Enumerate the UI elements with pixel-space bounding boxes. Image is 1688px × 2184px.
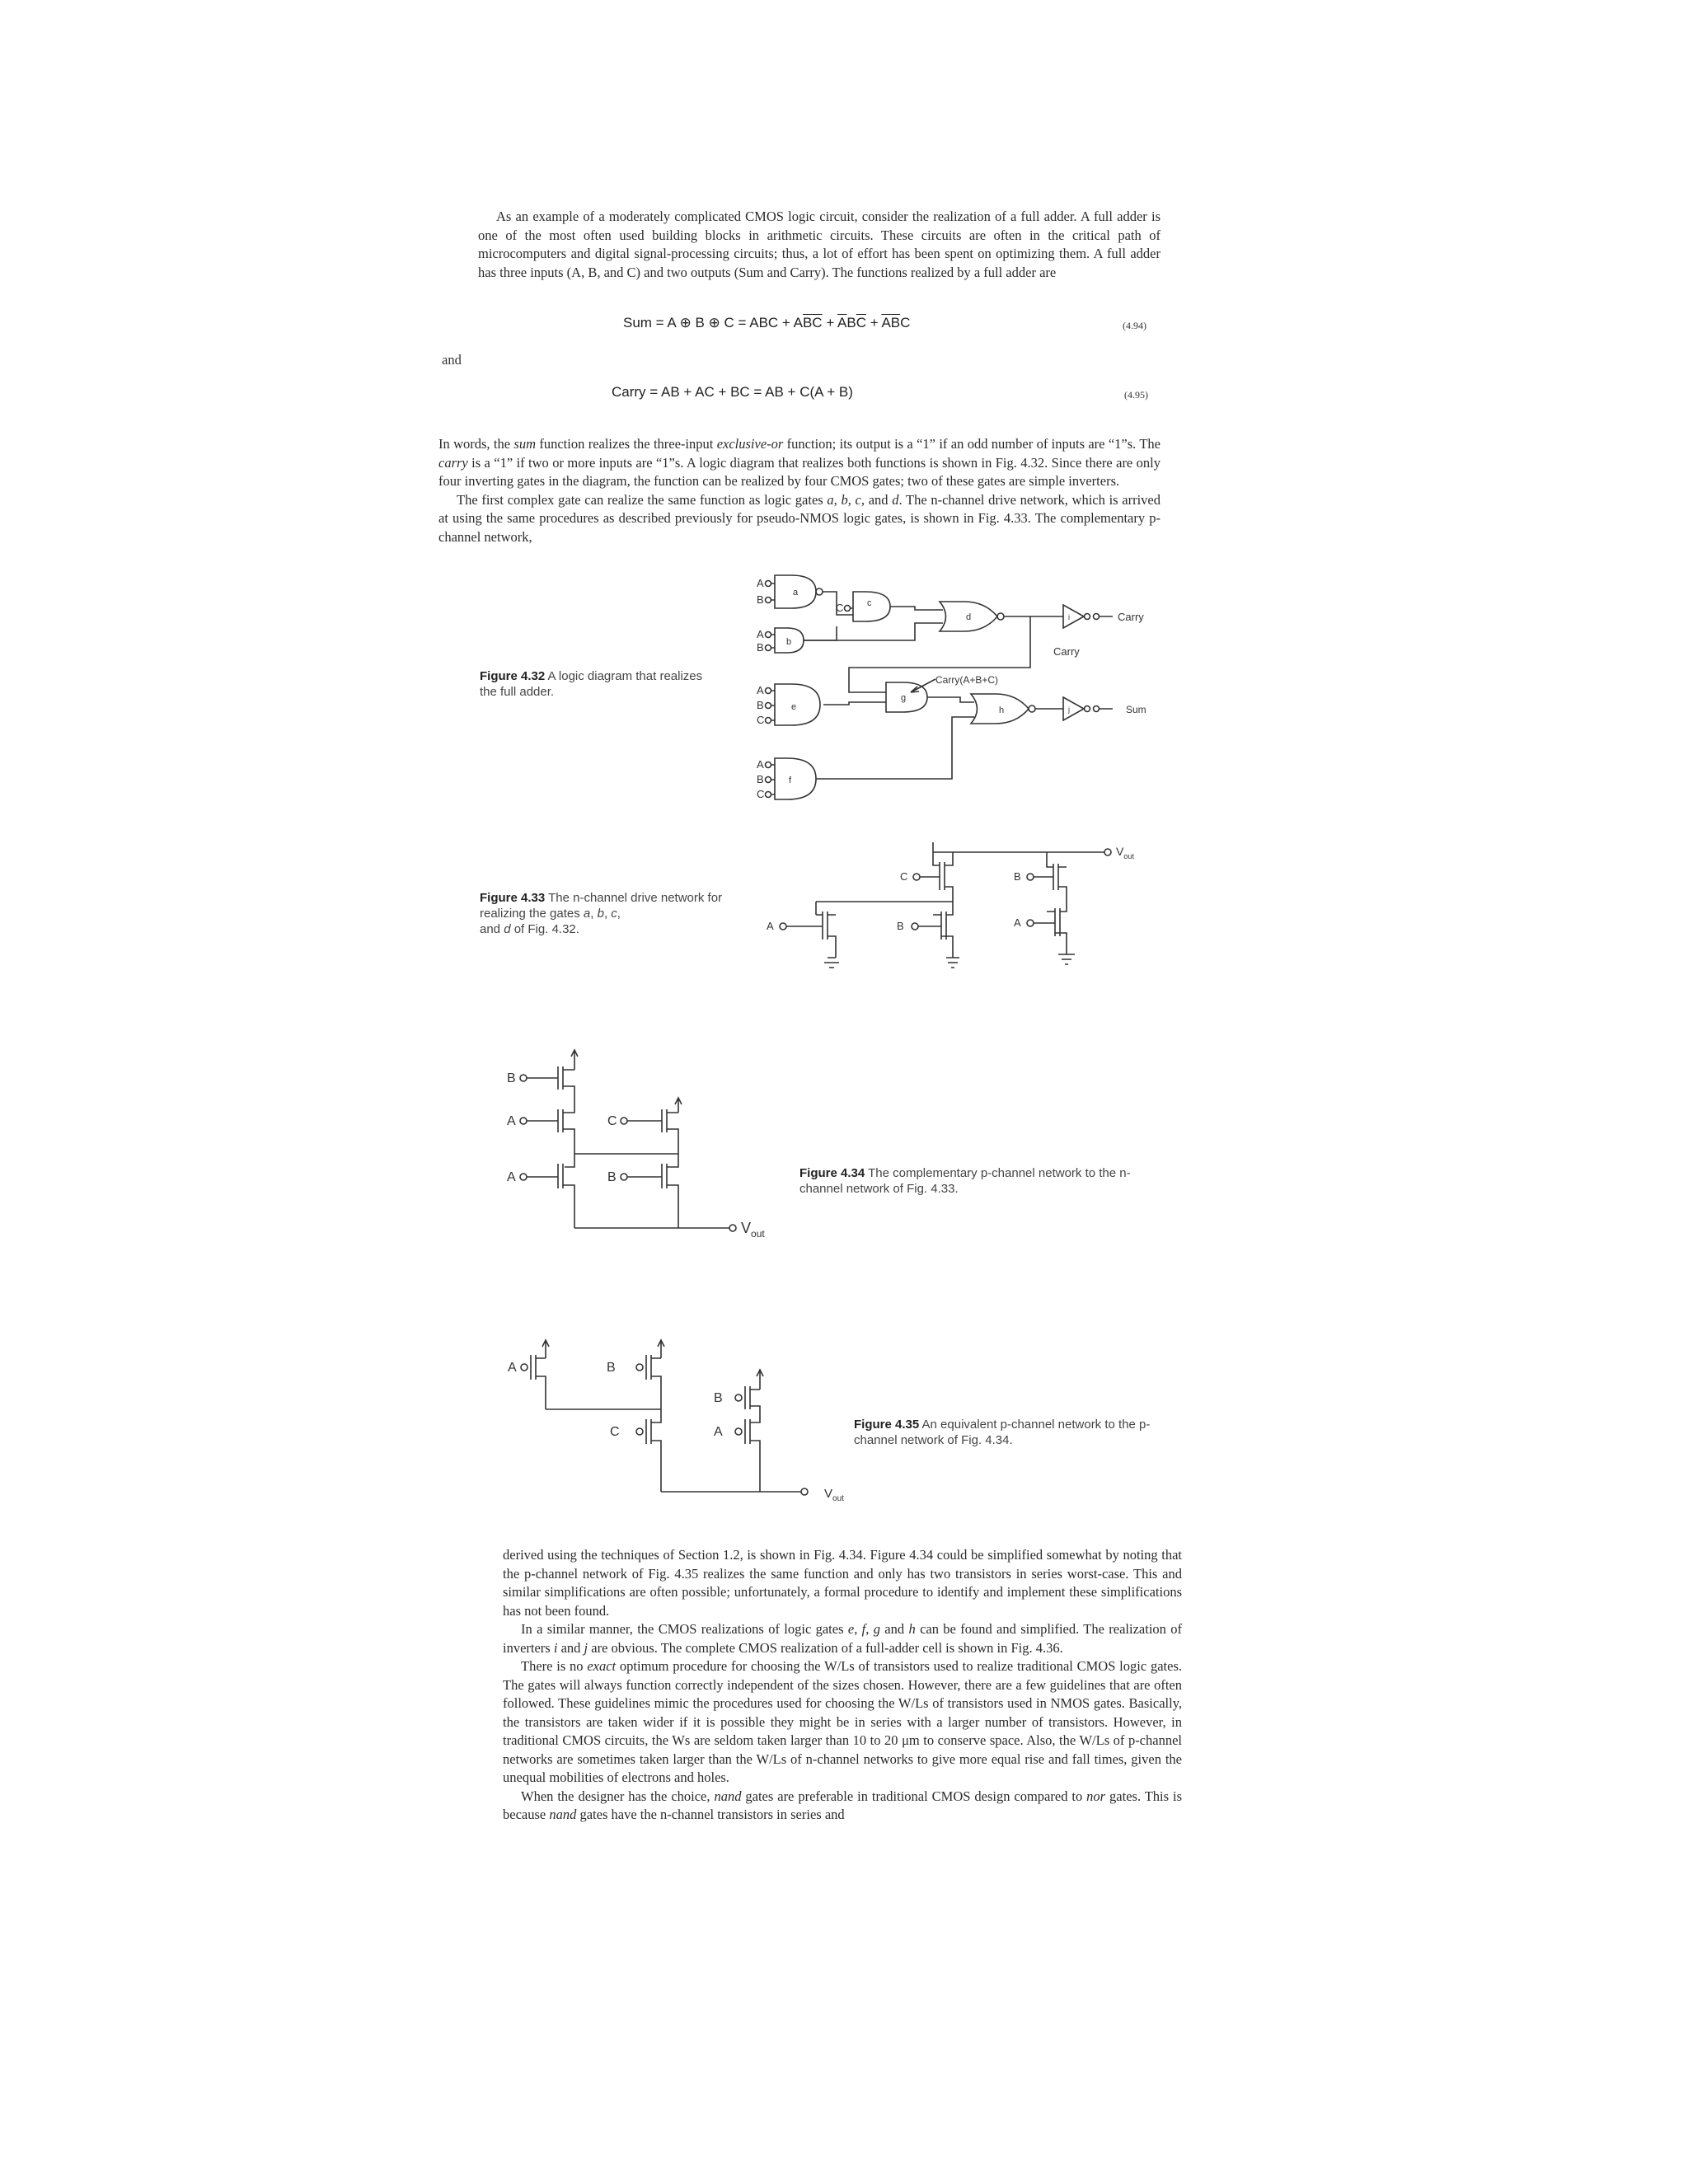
svg-text:B: B	[757, 699, 764, 711]
figure-4-33-caption: Figure 4.33 The n-channel drive network for realizing the gates a, b, c, and d of Fig. 4.32.	[480, 891, 723, 936]
svg-text:B: B	[757, 593, 764, 606]
figure-4-32-logic-diagram	[750, 569, 1179, 824]
eq-sum-part: $\overline{BC}$	[802, 315, 823, 330]
para6-text: There is no exact optimum procedure for choosing the W/Ls of transistors used to realize traditional CMOS logic gates. The gates will always function correctly independent of the sizes chosen. However, there are a few guidelines that are often followed. These guidelines mimic the procedures used for choosing the W/Ls of transistors used in NMOS gates. Basically, the transistors are taken wider if it is possible they might be in series with a larger number of transistors. However, in traditional CMOS circuits, the Ws are seldom taken larger than 10 to 20 μm to conserve space. Also, the W/Ls of p-channel networks are sometimes taken larger than the W/Ls of n-channel networks to give more equal rise and fall times, given the unequal mobilities of electrons and holes.	[503, 1658, 1182, 1785]
svg-text:C: C	[900, 870, 908, 883]
inverter-j	[1063, 697, 1084, 720]
svg-text:C: C	[757, 714, 765, 726]
svg-text:A: A	[507, 1114, 516, 1128]
svg-text:A: A	[714, 1425, 723, 1439]
svg-text:C: C	[610, 1425, 620, 1439]
vout-label: $V_{out}$	[824, 1487, 844, 1503]
figure-4-34-caption: Figure 4.34 The complementary p-channel network to the n-channel network of Fig. 4.33.	[799, 1166, 1131, 1196]
para2-text: In words, the sum function realizes the three-input exclusive-or function; its output is a “1” if an odd number of inputs are “1”s. The carry is a “1” if two or more inputs are “1”s. A logic diagram that realizes both functions is shown in Fig. 4.32. Since there are only four inverting gates in the diagram, the function can be realized by four CMOS gates; two of these gates are simple inverters.	[438, 436, 1160, 489]
svg-text:Carry: Carry	[1053, 645, 1080, 658]
svg-text:B: B	[507, 1071, 516, 1085]
svg-text:B: B	[1014, 870, 1021, 883]
bubble-icon	[1029, 705, 1035, 712]
ground-icon	[1058, 954, 1075, 964]
svg-text:B: B	[897, 920, 904, 932]
gate-c	[853, 592, 890, 621]
svg-text:B: B	[757, 773, 764, 785]
paragraph-intro	[478, 208, 1160, 282]
bubble-icon	[997, 613, 1004, 620]
figure-4-33-nchannel-network	[742, 842, 1134, 1007]
svg-text:f: f	[789, 776, 792, 785]
svg-text:B: B	[607, 1361, 616, 1375]
figure-4-35-caption: Figure 4.35 An equivalent p-channel network to the p-channel network of Fig. 4.34.	[854, 1418, 1151, 1447]
supply-arrow-icon	[571, 1050, 578, 1070]
output-terminal-icon	[1104, 849, 1111, 855]
para5-text: In a similar manner, the CMOS realizations of logic gates e, f, g and h can be found and simplified. The realization of inverters i and j are obvious. The complete CMOS realization of a full-adder cell is shown in Fig. 4.36.	[503, 1621, 1183, 1656]
svg-text:B: B	[607, 1170, 617, 1184]
gate-f	[775, 758, 816, 799]
supply-arrow-icon	[675, 1098, 682, 1113]
vout-label: $V_{out}$	[1116, 845, 1134, 860]
eq-sum-part: C	[900, 315, 911, 330]
input-terminal-icon	[913, 874, 920, 880]
supply-arrow-icon	[658, 1340, 664, 1358]
svg-text:A: A	[757, 577, 764, 589]
svg-text:A: A	[757, 758, 764, 771]
and-word: and	[442, 352, 462, 368]
eq-sum-part: $\overline{C}$	[856, 315, 866, 330]
svg-text:A: A	[507, 1170, 516, 1184]
svg-text:h: h	[999, 705, 1005, 715]
figure-4-34-pchannel-network	[499, 1055, 779, 1261]
svg-text:e: e	[791, 702, 797, 712]
gate-e	[775, 684, 820, 725]
svg-text:A: A	[757, 628, 764, 640]
intro-text: As an example of a moderately complicated CMOS logic circuit, consider the realization of a full adder. A full adder is one of the most often used building blocks in arithmetic circuits. These circuits are often in the critical path of microcomputers and digital signal-processing circuits; thus, a lot of effort has been spent on optimizing them. A full adder has three inputs (A, B, and C) and two outputs (Sum and Carry). The functions realized by a full adder are	[478, 209, 1160, 280]
output-terminal-icon	[729, 1225, 736, 1231]
paragraph-body-bottom	[503, 1546, 1182, 1825]
paragraph-functions	[438, 435, 1160, 546]
eq-sum-part: $\overline{AB}$	[881, 315, 901, 330]
svg-text:C: C	[757, 788, 765, 800]
svg-text:C: C	[836, 602, 844, 614]
eq-sum-part: +	[822, 315, 838, 330]
eq-sum-part: +	[866, 315, 882, 330]
eq-sum-part: B	[846, 315, 856, 330]
svg-text:Carry(A+B+C): Carry(A+B+C)	[935, 674, 999, 686]
svg-text:j: j	[1068, 705, 1070, 714]
para7-text: When the designer has the choice, nand gates are preferable in traditional CMOS design compared to nor gates. This is because nand gates have the n-channel transistors in series and	[503, 1788, 1182, 1822]
figure-4-35-equivalent-pchannel-network	[495, 1343, 857, 1508]
eq-sum-part: Sum = A ⊕ B ⊕ C = ABC + A	[623, 315, 803, 330]
svg-text:g: g	[901, 693, 907, 703]
svg-text:c: c	[867, 598, 872, 608]
svg-text:A: A	[1014, 916, 1021, 929]
ground-icon	[824, 958, 839, 968]
svg-text:A: A	[767, 920, 774, 932]
inverter-i	[1063, 605, 1084, 628]
equation-number-4-95: (4.95)	[1124, 389, 1148, 401]
svg-text:Sum: Sum	[1126, 704, 1146, 715]
svg-text:d: d	[966, 612, 972, 622]
svg-text:B: B	[757, 641, 764, 654]
supply-arrow-icon	[542, 1340, 549, 1358]
svg-text:Carry: Carry	[1118, 611, 1144, 623]
equation-carry: Carry = AB + AC + BC = AB + C(A + B)	[612, 384, 853, 400]
equation-sum	[623, 315, 910, 331]
supply-arrow-icon	[757, 1370, 763, 1390]
figure-label: Figure 4.32	[480, 669, 546, 683]
svg-text:a: a	[793, 588, 799, 598]
output-terminal-icon	[1094, 614, 1100, 620]
svg-text:i: i	[1068, 613, 1070, 621]
output-terminal-icon	[801, 1488, 808, 1495]
equation-number-4-94: (4.94)	[1123, 320, 1146, 331]
output-terminal-icon	[1094, 706, 1100, 712]
ground-icon	[946, 958, 959, 968]
bubble-icon	[816, 588, 823, 595]
para3-text: The first complex gate can realize the same function as logic gates a, b, c, and d. The n-channel drive network, which is arrived at using the same procedures as described previously for pseudo-NMOS logic gates, is shown in Fig. 4.33. The complementary p-channel network,	[438, 491, 1160, 545]
svg-text:A: A	[757, 684, 764, 696]
svg-text:B: B	[714, 1391, 723, 1405]
svg-text:C: C	[607, 1114, 617, 1128]
vout-label: $V_{out}$	[741, 1220, 765, 1240]
svg-text:b: b	[786, 637, 792, 647]
arrow-icon	[911, 679, 935, 692]
para4-text: derived using the techniques of Section 1.2, is shown in Fig. 4.34. Figure 4.34 could be simplified somewhat by noting that the p-channel network of Fig. 4.35 realizes the same function and only has two transistors in series worst-case. This and similar simplifications are often possible; unfortunately, a formal procedure to identify and implement these simplifications has not been found.	[503, 1547, 1182, 1619]
eq-sum-part: $\overline{A}$	[837, 315, 847, 330]
figure-4-32-caption: Figure 4.32 A logic diagram that realizes the full adder.	[480, 669, 703, 699]
svg-text:A: A	[508, 1361, 517, 1375]
